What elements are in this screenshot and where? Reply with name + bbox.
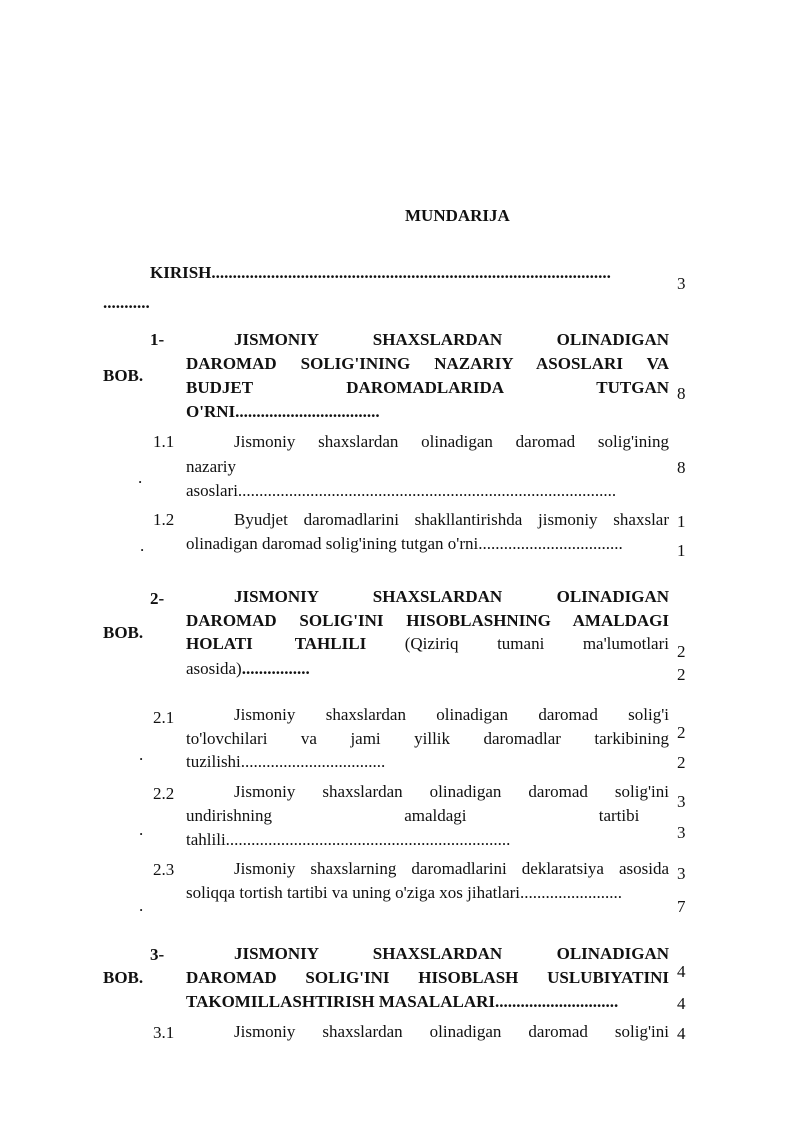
intro-leader: .............................................................................................. xyxy=(211,263,611,282)
chapter-2-title-last xyxy=(186,659,310,679)
section-2-2-line-2 xyxy=(186,804,669,828)
chapter-2-page-1: 2 xyxy=(677,642,686,661)
chapter-2-title-line-2: DAROMAD SOLIG'INI HISOBLASHNING AMALDAGI xyxy=(186,611,669,630)
section-2-3-page-2: 7 xyxy=(677,897,686,916)
section-1-1-line-2: nazariy xyxy=(186,457,237,476)
chapter-3-title-line-2: DAROMAD SOLIG'INI HISOBLASH USLUBIYATINI xyxy=(186,968,669,987)
section-2-1-page-2: 2 xyxy=(677,753,686,772)
chapter-2-title-line-3 xyxy=(186,632,669,656)
chapter-3-page-2: 4 xyxy=(677,994,686,1013)
chapter-2-title-word: (Qiziriq xyxy=(404,634,459,653)
chapter-1-word: BOB. xyxy=(103,366,144,385)
section-2-1-line-1: Jismoniy shaxslardan olinadigan daromad solig'i xyxy=(234,705,669,724)
intro-label: KIRISH xyxy=(150,263,212,282)
section-1-2-number: 1.2 xyxy=(153,510,175,529)
chapter-2-title-word: tumani xyxy=(497,634,545,653)
chapter-1-title-line-2: DAROMAD SOLIG'INING NAZARIY ASOSLARI VA xyxy=(186,354,669,373)
chapter-2-number: 2- xyxy=(150,589,165,608)
section-2-3-page-1: 3 xyxy=(677,864,686,883)
section-1-1-page: 8 xyxy=(677,458,686,477)
section-1-2-page-1: 1 xyxy=(677,512,686,531)
chapter-3-title-last: TAKOMILLASHTIRISH MASALALARI............................. xyxy=(186,992,619,1011)
chapter-3-word: BOB. xyxy=(103,968,144,987)
section-2-2-page-2: 3 xyxy=(677,823,686,842)
section-1-1-line-1: Jismoniy shaxslardan olinadigan daromad solig'ining xyxy=(234,432,669,451)
section-1-2-last: olinadigan daromad solig'ining tutgan o'rni.................................. xyxy=(186,534,623,553)
section-2-3-number: 2.3 xyxy=(153,860,175,879)
chapter-3-page-1: 4 xyxy=(677,962,686,981)
chapter-2-page-2: 2 xyxy=(677,665,686,684)
chapter-2-title-last-text: asosida) xyxy=(186,659,242,678)
section-2-1-dot: . xyxy=(139,745,144,764)
section-2-2-line-1: Jismoniy shaxslardan olinadigan daromad solig'ini xyxy=(234,782,669,801)
chapter-2-word: BOB. xyxy=(103,623,144,642)
chapter-1-page: 8 xyxy=(677,384,686,403)
section-2-2-dot: . xyxy=(139,820,144,839)
chapter-2-title-word: ma'lumotlari xyxy=(582,634,669,653)
section-2-1-last: tuzilishi.................................. xyxy=(186,752,386,771)
section-2-2-number: 2.2 xyxy=(153,784,175,803)
chapter-1-title-line-3: BUDJET DAROMADLARIDA TUTGAN xyxy=(186,378,669,397)
chapter-1-number: 1- xyxy=(150,330,165,349)
section-2-2-line-2-text: undirishning amaldagi tartibi xyxy=(186,806,640,825)
section-2-2-last: tahlili................................................................... xyxy=(186,830,511,849)
chapter-3-title-line-1: JISMONIY SHAXSLARDAN OLINADIGAN xyxy=(234,944,669,963)
section-3-1-number: 3.1 xyxy=(153,1023,175,1042)
section-2-1-page-1: 2 xyxy=(677,723,686,742)
chapter-1-title-last: O'RNI.................................. xyxy=(186,402,380,421)
chapter-2-title-line-1: JISMONIY SHAXSLARDAN OLINADIGAN xyxy=(234,587,669,606)
section-2-2-page-1: 3 xyxy=(677,792,686,811)
section-1-1-last: asoslari......................................................................................... xyxy=(186,481,617,500)
section-1-2-line-1: Byudjet daromadlarini shakllantirishda jismoniy shaxslar xyxy=(234,510,669,529)
section-2-1-line-2: to'lovchilari va jami yillik daromadlar tarkibining xyxy=(186,729,669,748)
intro-page: 3 xyxy=(677,274,686,293)
section-2-1-number: 2.1 xyxy=(153,708,175,727)
toc-entry-intro xyxy=(150,263,668,283)
chapter-1-title xyxy=(186,328,669,352)
section-2-3-last: soliqqa tortish tartibi va uning o'ziga xos jihatlari........................ xyxy=(186,883,623,902)
section-2-3-line-1: Jismoniy shaxslarning daromadlarini deklaratsiya asosida xyxy=(234,859,669,878)
page-title: MUNDARIJA xyxy=(405,206,510,225)
chapter-2-title-bold: HOLATI TAHLILI xyxy=(186,634,367,653)
section-1-1-number: 1.1 xyxy=(153,432,175,451)
chapter-3-number: 3- xyxy=(150,945,165,964)
chapter-2-title-leader: ................ xyxy=(241,659,310,678)
section-2-3-dot: . xyxy=(139,896,144,915)
section-1-1-dot: . xyxy=(138,468,143,487)
intro-leader-wrap: ........... xyxy=(103,293,150,312)
section-3-1-line-1: Jismoniy shaxslardan olinadigan daromad solig'ini xyxy=(234,1022,669,1041)
section-1-2-dot: . xyxy=(140,536,145,555)
section-1-2-page-2: 1 xyxy=(677,541,686,560)
section-3-1-page: 4 xyxy=(677,1024,686,1043)
chapter-1-title-line: JISMONIY SHAXSLARDAN OLINADIGAN xyxy=(234,330,669,349)
